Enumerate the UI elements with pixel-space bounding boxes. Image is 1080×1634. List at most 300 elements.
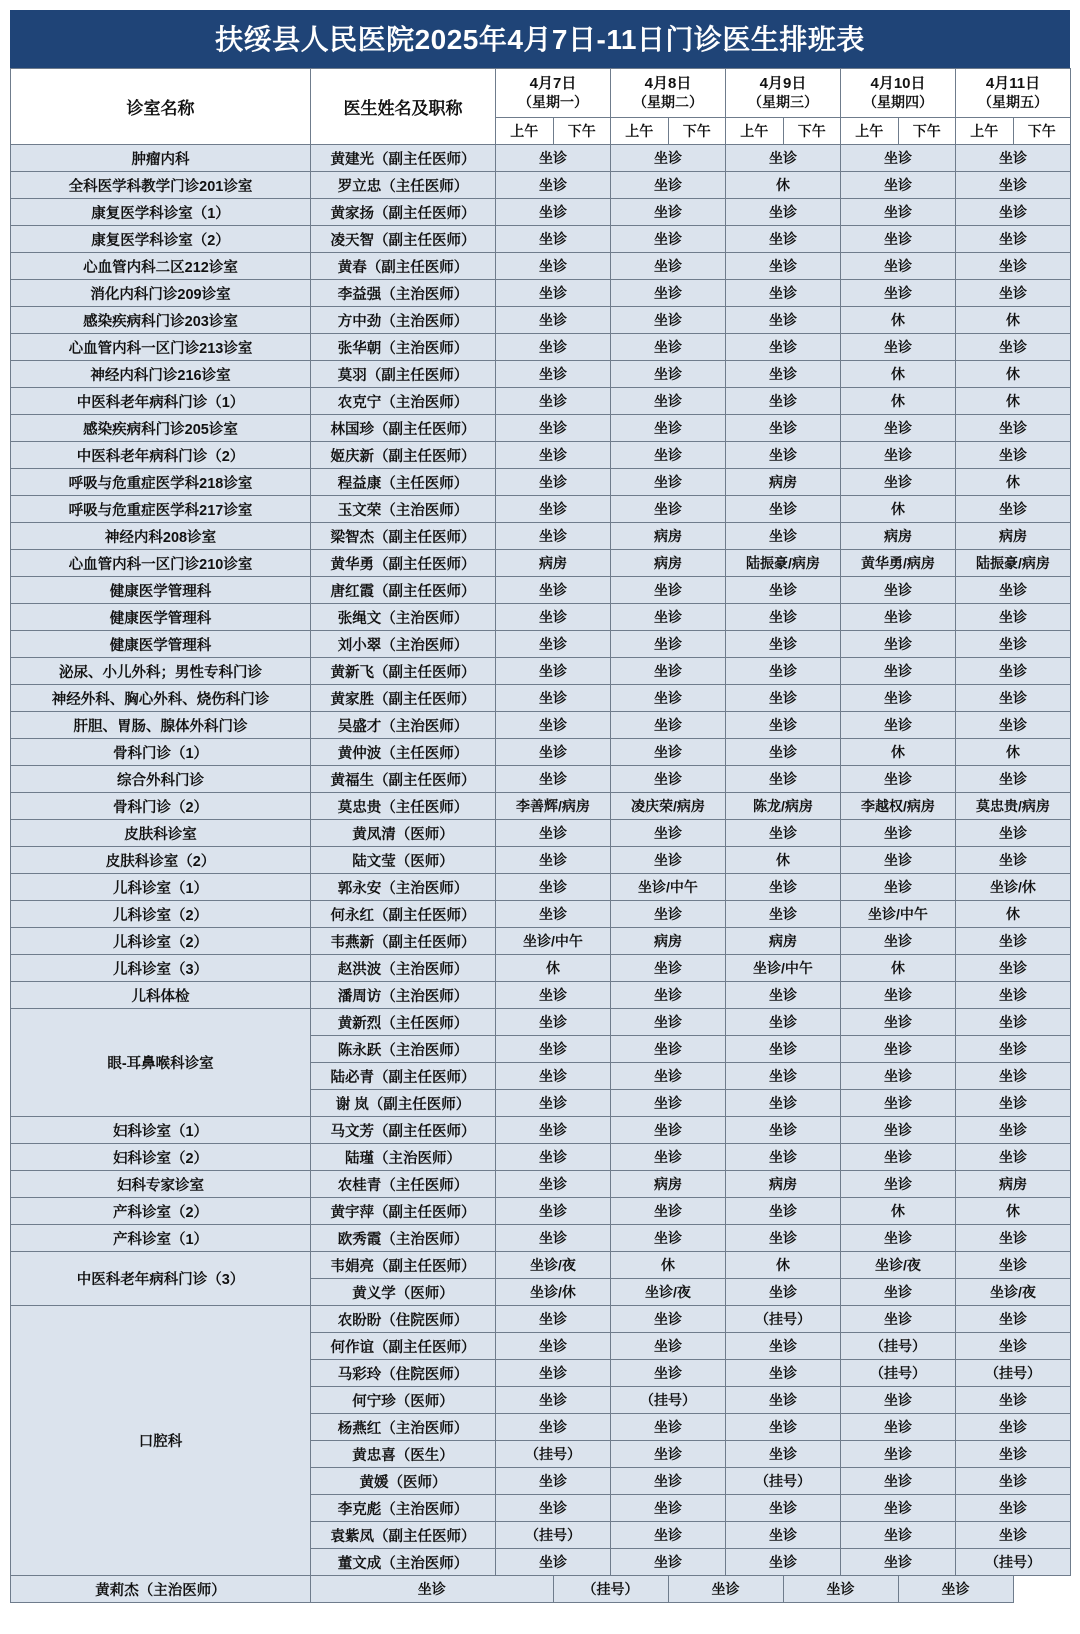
- cell-shift-day1: 坐诊: [496, 685, 611, 712]
- table-row: [11, 577, 1071, 604]
- table-row: [11, 334, 1071, 361]
- table-row: [11, 604, 1071, 631]
- table-row: [11, 388, 1071, 415]
- cell-shift-day1: 坐诊: [496, 1414, 611, 1441]
- cell-department: 健康医学管理科: [11, 577, 311, 604]
- cell-shift-day2: 坐诊: [611, 145, 726, 172]
- table-row: [11, 1225, 1071, 1252]
- day-date: 4月7日: [529, 74, 577, 92]
- cell-shift-day3: 坐诊: [668, 1576, 783, 1603]
- cell-doctor: 农桂青（主任医师）: [311, 1171, 496, 1198]
- cell-shift-day5: 坐诊: [956, 226, 1071, 253]
- cell-shift-day1: 坐诊: [496, 1306, 611, 1333]
- cell-shift-day3: 坐诊: [726, 766, 841, 793]
- cell-shift-day1: 坐诊: [496, 442, 611, 469]
- cell-shift-day1: 坐诊: [496, 1360, 611, 1387]
- cell-doctor: 黄莉杰（主治医师）: [11, 1576, 311, 1603]
- cell-shift-day3: 坐诊: [726, 631, 841, 658]
- cell-department: 心血管内科一区门诊213诊室: [11, 334, 311, 361]
- cell-doctor: 欧秀霞（主治医师）: [311, 1225, 496, 1252]
- cell-shift-day3: 坐诊: [726, 739, 841, 766]
- cell-shift-day3: 坐诊: [726, 496, 841, 523]
- cell-shift-day2: 坐诊: [611, 1144, 726, 1171]
- cell-shift-day4: 坐诊: [841, 280, 956, 307]
- table-row: [11, 415, 1071, 442]
- cell-shift-day1: 坐诊: [496, 469, 611, 496]
- table-row: [11, 928, 1071, 955]
- cell-shift-day1: 坐诊: [496, 1009, 611, 1036]
- cell-shift-day3: 坐诊: [726, 280, 841, 307]
- table-row: [11, 307, 1071, 334]
- cell-doctor: 农盼盼（住院医师）: [311, 1306, 496, 1333]
- cell-shift-day1: 坐诊: [496, 199, 611, 226]
- table-row: [11, 712, 1071, 739]
- cell-shift-day5: 病房: [956, 523, 1071, 550]
- cell-shift-day4: 坐诊: [841, 658, 956, 685]
- table-row: [11, 1117, 1071, 1144]
- cell-shift-day5: 坐诊: [956, 955, 1071, 982]
- cell-doctor: 农克宁（主治医师）: [311, 388, 496, 415]
- cell-shift-day3: 坐诊: [726, 820, 841, 847]
- cell-shift-day1: 坐诊: [496, 1090, 611, 1117]
- cell-doctor: 张华朝（主治医师）: [311, 334, 496, 361]
- cell-shift-day5: 坐诊: [956, 280, 1071, 307]
- cell-shift-day2: 坐诊: [611, 388, 726, 415]
- cell-shift-day2: 坐诊: [611, 1333, 726, 1360]
- cell-shift-day3: 坐诊: [726, 1117, 841, 1144]
- cell-shift-day5: 坐诊: [956, 577, 1071, 604]
- cell-shift-day2: 休: [611, 1252, 726, 1279]
- table-row: [11, 1009, 1071, 1036]
- table-row: [11, 550, 1071, 577]
- cell-shift-day2: 坐诊: [611, 1522, 726, 1549]
- cell-shift-day4: 坐诊: [841, 847, 956, 874]
- cell-department: 妇科专家诊室: [11, 1171, 311, 1198]
- cell-shift-day1: 坐诊: [496, 226, 611, 253]
- cell-doctor: 陆必青（副主任医师）: [311, 1063, 496, 1090]
- day-date: 4月11日: [985, 74, 1041, 92]
- cell-department: 皮肤科诊室（2）: [11, 847, 311, 874]
- cell-shift-day5: （挂号）: [956, 1549, 1071, 1576]
- cell-shift-day5: 坐诊: [956, 334, 1071, 361]
- cell-shift-day1: （挂号）: [496, 1522, 611, 1549]
- cell-shift-day3: 坐诊: [726, 361, 841, 388]
- table-header: [11, 69, 1071, 145]
- table-row: [11, 685, 1071, 712]
- cell-shift-day1: 坐诊: [496, 145, 611, 172]
- cell-shift-day3: 坐诊: [726, 253, 841, 280]
- cell-shift-day5: 坐诊: [956, 1441, 1071, 1468]
- cell-shift-day5: 坐诊: [956, 604, 1071, 631]
- cell-shift-day4: 坐诊: [841, 1225, 956, 1252]
- cell-shift-day1: 坐诊: [496, 874, 611, 901]
- cell-doctor: 陆文莹（医师）: [311, 847, 496, 874]
- cell-shift-day3: 坐诊: [726, 982, 841, 1009]
- cell-shift-day1: 坐诊: [496, 253, 611, 280]
- cell-shift-day2: 坐诊: [611, 901, 726, 928]
- cell-shift-day3: （挂号）: [726, 1468, 841, 1495]
- cell-shift-day4: 坐诊: [841, 1144, 956, 1171]
- cell-shift-day4: 休: [841, 307, 956, 334]
- table-row: [11, 469, 1071, 496]
- cell-shift-day2: 坐诊: [611, 1468, 726, 1495]
- cell-department: 心血管内科一区门诊210诊室: [11, 550, 311, 577]
- cell-shift-day4: 休: [841, 955, 956, 982]
- cell-department: 儿科诊室（2）: [11, 901, 311, 928]
- cell-doctor: 李克彪（主治医师）: [311, 1495, 496, 1522]
- cell-shift-day4: 坐诊: [841, 1090, 956, 1117]
- cell-shift-day3: 坐诊: [726, 307, 841, 334]
- table-row: [11, 739, 1071, 766]
- cell-shift-day3: 陈龙/病房: [726, 793, 841, 820]
- cell-doctor: 何作谊（副主任医师）: [311, 1333, 496, 1360]
- cell-shift-day5: 坐诊: [956, 253, 1071, 280]
- header-row-dates: [11, 69, 1071, 118]
- cell-department: 口腔科: [11, 1306, 311, 1576]
- cell-shift-day2: 坐诊: [611, 766, 726, 793]
- cell-shift-day3: 病房: [726, 928, 841, 955]
- cell-shift-day1: 坐诊: [496, 739, 611, 766]
- cell-shift-day5: 陆振豪/病房: [956, 550, 1071, 577]
- cell-shift-day2: 坐诊: [611, 253, 726, 280]
- table-row: [11, 1198, 1071, 1225]
- cell-shift-day1: 坐诊: [496, 1171, 611, 1198]
- cell-doctor: 玉文荣（主治医师）: [311, 496, 496, 523]
- cell-doctor: 张绳文（主治医师）: [311, 604, 496, 631]
- cell-doctor: 黄建光（副主任医师）: [311, 145, 496, 172]
- cell-shift-day4: 坐诊: [841, 469, 956, 496]
- cell-shift-day5: 坐诊: [956, 1252, 1071, 1279]
- cell-shift-day2: 坐诊: [611, 604, 726, 631]
- day-date: 4月8日: [644, 74, 692, 92]
- cell-shift-day3: 坐诊: [726, 1279, 841, 1306]
- column-header-department: 诊室名称: [11, 69, 311, 145]
- cell-department: 呼吸与危重症医学科218诊室: [11, 469, 311, 496]
- cell-shift-day4: 坐诊: [841, 253, 956, 280]
- cell-shift-day2: 坐诊/夜: [611, 1279, 726, 1306]
- cell-shift-day5: 坐诊: [956, 1144, 1071, 1171]
- cell-shift-day5: 坐诊: [956, 1468, 1071, 1495]
- cell-shift-day4: 坐诊: [841, 1009, 956, 1036]
- cell-shift-day1: 坐诊: [496, 982, 611, 1009]
- cell-shift-day2: 坐诊: [611, 685, 726, 712]
- cell-shift-day2: （挂号）: [611, 1387, 726, 1414]
- cell-doctor: 吴盛才（主治医师）: [311, 712, 496, 739]
- cell-doctor: 郭永安（主治医师）: [311, 874, 496, 901]
- cell-shift-day5: 休: [956, 469, 1071, 496]
- cell-shift-day3: 坐诊: [726, 1495, 841, 1522]
- cell-doctor: 罗立忠（主任医师）: [311, 172, 496, 199]
- cell-shift-day3: 坐诊: [726, 334, 841, 361]
- column-header-day-2: [611, 69, 726, 118]
- cell-department: 骨科门诊（2）: [11, 793, 311, 820]
- cell-shift-day1: 坐诊: [311, 1576, 554, 1603]
- table-row: [11, 1144, 1071, 1171]
- cell-shift-day1: 坐诊: [496, 712, 611, 739]
- cell-department: 感染疾病科门诊205诊室: [11, 415, 311, 442]
- cell-shift-day1: 坐诊: [496, 1495, 611, 1522]
- cell-department: 康复医学科诊室（1）: [11, 199, 311, 226]
- cell-shift-day2: 坐诊: [611, 1090, 726, 1117]
- cell-doctor: 杨燕红（主治医师）: [311, 1414, 496, 1441]
- cell-shift-day2: 坐诊: [611, 1009, 726, 1036]
- cell-shift-day4: 李越权/病房: [841, 793, 956, 820]
- cell-shift-day2: 坐诊: [611, 1225, 726, 1252]
- cell-department: 呼吸与危重症医学科217诊室: [11, 496, 311, 523]
- column-header-day-4: [841, 69, 956, 118]
- cell-department: 消化内科门诊209诊室: [11, 280, 311, 307]
- day-weekday: （星期三）: [748, 93, 818, 110]
- cell-shift-day2: 坐诊: [611, 1117, 726, 1144]
- cell-shift-day2: 坐诊: [611, 1495, 726, 1522]
- cell-doctor: 赵洪波（主治医师）: [311, 955, 496, 982]
- cell-shift-day5: 坐诊: [956, 1063, 1071, 1090]
- cell-shift-day1: 坐诊: [496, 523, 611, 550]
- cell-shift-day5: 坐诊: [956, 1225, 1071, 1252]
- cell-shift-day4: 坐诊: [841, 199, 956, 226]
- cell-shift-day3: 坐诊: [726, 145, 841, 172]
- table-row: [11, 901, 1071, 928]
- cell-shift-day3: 坐诊: [726, 685, 841, 712]
- cell-shift-day1: 坐诊/休: [496, 1279, 611, 1306]
- cell-shift-day5: 坐诊: [956, 685, 1071, 712]
- cell-shift-day3: 坐诊: [726, 901, 841, 928]
- table-row: [11, 1306, 1071, 1333]
- column-header-doctor: 医生姓名及职称: [311, 69, 496, 145]
- cell-shift-day3: 坐诊: [726, 1198, 841, 1225]
- cell-shift-day4: 坐诊: [841, 226, 956, 253]
- cell-department: 儿科诊室（2）: [11, 928, 311, 955]
- cell-shift-day1: 坐诊: [496, 1063, 611, 1090]
- cell-shift-day4: 坐诊/夜: [841, 1252, 956, 1279]
- table-row: [11, 442, 1071, 469]
- cell-shift-day3: 坐诊: [726, 199, 841, 226]
- cell-department: 中医科老年病科门诊（1）: [11, 388, 311, 415]
- cell-shift-day3: 坐诊: [726, 1036, 841, 1063]
- cell-shift-day2: 坐诊: [611, 1198, 726, 1225]
- cell-shift-day2: 坐诊: [611, 1360, 726, 1387]
- cell-shift-day5: 莫忠贵/病房: [956, 793, 1071, 820]
- cell-shift-day2: 坐诊/中午: [611, 874, 726, 901]
- cell-shift-day1: 坐诊: [496, 1333, 611, 1360]
- cell-shift-day1: 坐诊: [496, 280, 611, 307]
- cell-shift-day5: 坐诊: [956, 712, 1071, 739]
- day-weekday: （星期五）: [978, 93, 1048, 110]
- cell-department: 皮肤科诊室: [11, 820, 311, 847]
- cell-department: 产科诊室（1）: [11, 1225, 311, 1252]
- table-row: [11, 145, 1071, 172]
- cell-doctor: 黄忠喜（医生）: [311, 1441, 496, 1468]
- cell-shift-day3: 坐诊: [726, 523, 841, 550]
- cell-doctor: 黄春（副主任医师）: [311, 253, 496, 280]
- cell-doctor: 韦燕新（副主任医师）: [311, 928, 496, 955]
- cell-shift-day3: 坐诊: [726, 1549, 841, 1576]
- cell-shift-day3: 坐诊: [726, 1009, 841, 1036]
- cell-shift-day5: 休: [956, 739, 1071, 766]
- cell-shift-day2: 坐诊: [611, 955, 726, 982]
- cell-shift-day4: 坐诊: [841, 631, 956, 658]
- cell-department: 神经内科门诊216诊室: [11, 361, 311, 388]
- cell-department: 全科医学科教学门诊201诊室: [11, 172, 311, 199]
- cell-shift-day4: 坐诊: [841, 685, 956, 712]
- cell-doctor: 黄宇萍（副主任医师）: [311, 1198, 496, 1225]
- cell-shift-day5: 坐诊: [956, 631, 1071, 658]
- cell-shift-day1: 坐诊: [496, 334, 611, 361]
- cell-shift-day3: 坐诊: [726, 226, 841, 253]
- cell-shift-day3: 坐诊: [726, 658, 841, 685]
- cell-shift-day4: 坐诊: [841, 334, 956, 361]
- cell-shift-day1: 坐诊/夜: [496, 1252, 611, 1279]
- cell-department: 中医科老年病科门诊（3）: [11, 1252, 311, 1306]
- cell-shift-day3: 坐诊: [726, 1522, 841, 1549]
- column-header-day1-afternoon: 下午: [553, 118, 611, 145]
- cell-shift-day2: 病房: [611, 523, 726, 550]
- cell-shift-day1: 病房: [496, 550, 611, 577]
- column-header-day4-afternoon: 下午: [898, 118, 956, 145]
- cell-department: 骨科门诊（1）: [11, 739, 311, 766]
- cell-department: 心血管内科二区212诊室: [11, 253, 311, 280]
- cell-shift-day5: 休: [956, 901, 1071, 928]
- table-row: [11, 955, 1071, 982]
- cell-shift-day1: 坐诊: [496, 631, 611, 658]
- cell-shift-day3: 坐诊: [726, 1387, 841, 1414]
- cell-department: 感染疾病科门诊203诊室: [11, 307, 311, 334]
- cell-department: 综合外科门诊: [11, 766, 311, 793]
- cell-doctor: 马彩玲（住院医师）: [311, 1360, 496, 1387]
- cell-shift-day2: 坐诊: [611, 199, 726, 226]
- cell-shift-day2: 坐诊: [611, 415, 726, 442]
- cell-shift-day4: 坐诊: [841, 1036, 956, 1063]
- cell-shift-day5: 坐诊: [956, 658, 1071, 685]
- cell-shift-day5: 休: [956, 388, 1071, 415]
- cell-shift-day5: 坐诊: [956, 1036, 1071, 1063]
- cell-shift-day1: 坐诊: [496, 1036, 611, 1063]
- cell-department: 神经外科、胸心外科、烧伤科门诊: [11, 685, 311, 712]
- cell-department: 泌尿、小儿外科；男性专科门诊: [11, 658, 311, 685]
- cell-shift-day4: 坐诊: [841, 1495, 956, 1522]
- cell-shift-day5: 坐诊/夜: [956, 1279, 1071, 1306]
- day-date: 4月9日: [759, 74, 807, 92]
- cell-shift-day3: 陆振豪/病房: [726, 550, 841, 577]
- column-header-day-3: [726, 69, 841, 118]
- cell-shift-day3: 坐诊: [726, 415, 841, 442]
- cell-shift-day2: 坐诊: [611, 307, 726, 334]
- cell-shift-day4: 坐诊: [841, 1414, 956, 1441]
- cell-shift-day2: 坐诊: [611, 469, 726, 496]
- cell-shift-day1: 坐诊: [496, 307, 611, 334]
- table-row: [11, 361, 1071, 388]
- cell-shift-day5: 坐诊: [956, 496, 1071, 523]
- cell-shift-day3: 坐诊: [726, 1441, 841, 1468]
- cell-doctor: 黄义学（医师）: [311, 1279, 496, 1306]
- cell-shift-day5: 坐诊: [956, 1009, 1071, 1036]
- column-header-day2-morning: 上午: [611, 118, 669, 145]
- cell-doctor: 韦娟亮（副主任医师）: [311, 1252, 496, 1279]
- cell-doctor: 黄家胜（副主任医师）: [311, 685, 496, 712]
- cell-shift-day5: 坐诊: [956, 1117, 1071, 1144]
- table-row: [11, 793, 1071, 820]
- cell-doctor: 黄福生（副主任医师）: [311, 766, 496, 793]
- cell-shift-day1: 坐诊: [496, 1117, 611, 1144]
- cell-doctor: 何永红（副主任医师）: [311, 901, 496, 928]
- cell-doctor: 陆瑾（主治医师）: [311, 1144, 496, 1171]
- cell-department: 神经内科208诊室: [11, 523, 311, 550]
- table-row: [11, 280, 1071, 307]
- day-weekday: （星期四）: [863, 93, 933, 110]
- cell-shift-day3: 坐诊: [726, 442, 841, 469]
- cell-shift-day4: 休: [841, 739, 956, 766]
- cell-shift-day1: 李善辉/病房: [496, 793, 611, 820]
- cell-department: 肿瘤内科: [11, 145, 311, 172]
- cell-doctor: 董文成（主治医师）: [311, 1549, 496, 1576]
- table-row: [11, 199, 1071, 226]
- table-row: [11, 874, 1071, 901]
- cell-shift-day4: 休: [841, 388, 956, 415]
- table-row: [11, 631, 1071, 658]
- cell-doctor: 莫忠贵（主任医师）: [311, 793, 496, 820]
- table-row: [11, 523, 1071, 550]
- cell-shift-day3: 坐诊: [726, 1063, 841, 1090]
- cell-shift-day4: 坐诊: [841, 1117, 956, 1144]
- cell-shift-day3: 坐诊: [726, 712, 841, 739]
- cell-doctor: 方中劲（主治医师）: [311, 307, 496, 334]
- cell-shift-day2: 坐诊: [611, 226, 726, 253]
- cell-shift-day4: 坐诊: [841, 1387, 956, 1414]
- cell-doctor: 姬庆新（副主任医师）: [311, 442, 496, 469]
- cell-shift-day5: 坐诊: [956, 145, 1071, 172]
- table-row: [11, 766, 1071, 793]
- cell-shift-day2: 病房: [611, 550, 726, 577]
- cell-shift-day5: 坐诊: [956, 1333, 1071, 1360]
- cell-shift-day4: 坐诊/中午: [841, 901, 956, 928]
- cell-shift-day1: 坐诊: [496, 1549, 611, 1576]
- cell-shift-day4: 坐诊: [841, 1171, 956, 1198]
- cell-shift-day1: （挂号）: [496, 1441, 611, 1468]
- cell-shift-day4: 休: [841, 361, 956, 388]
- cell-shift-day2: 坐诊: [611, 820, 726, 847]
- cell-shift-day1: 坐诊: [496, 361, 611, 388]
- cell-shift-day5: 坐诊: [956, 199, 1071, 226]
- cell-shift-day1: 坐诊: [496, 604, 611, 631]
- cell-shift-day5: 坐诊: [956, 442, 1071, 469]
- table-row: [11, 982, 1071, 1009]
- cell-doctor: 潘周访（主治医师）: [311, 982, 496, 1009]
- cell-department: 中医科老年病科门诊（2）: [11, 442, 311, 469]
- cell-shift-day4: 黄华勇/病房: [841, 550, 956, 577]
- cell-shift-day2: 坐诊: [611, 280, 726, 307]
- cell-shift-day2: 坐诊: [611, 1549, 726, 1576]
- cell-shift-day1: 坐诊: [496, 901, 611, 928]
- cell-doctor: 李益强（主治医师）: [311, 280, 496, 307]
- cell-doctor: 莫羽（副主任医师）: [311, 361, 496, 388]
- cell-shift-day2: 坐诊: [611, 658, 726, 685]
- cell-shift-day1: 坐诊: [496, 658, 611, 685]
- cell-shift-day4: 坐诊: [841, 145, 956, 172]
- cell-shift-day4: 坐诊: [841, 928, 956, 955]
- cell-department: 康复医学科诊室（2）: [11, 226, 311, 253]
- cell-shift-day5: 休: [956, 1198, 1071, 1225]
- cell-department: 妇科诊室（1）: [11, 1117, 311, 1144]
- table-row: [11, 1171, 1071, 1198]
- cell-doctor: 谢 岚（副主任医师）: [311, 1090, 496, 1117]
- cell-shift-day2: 坐诊: [611, 739, 726, 766]
- column-header-day3-morning: 上午: [726, 118, 784, 145]
- cell-shift-day5: 坐诊: [956, 1090, 1071, 1117]
- cell-department: 产科诊室（2）: [11, 1198, 311, 1225]
- cell-doctor: 黄家扬（副主任医师）: [311, 199, 496, 226]
- cell-shift-day5: 坐诊/休: [956, 874, 1071, 901]
- table-row: [11, 1576, 1071, 1603]
